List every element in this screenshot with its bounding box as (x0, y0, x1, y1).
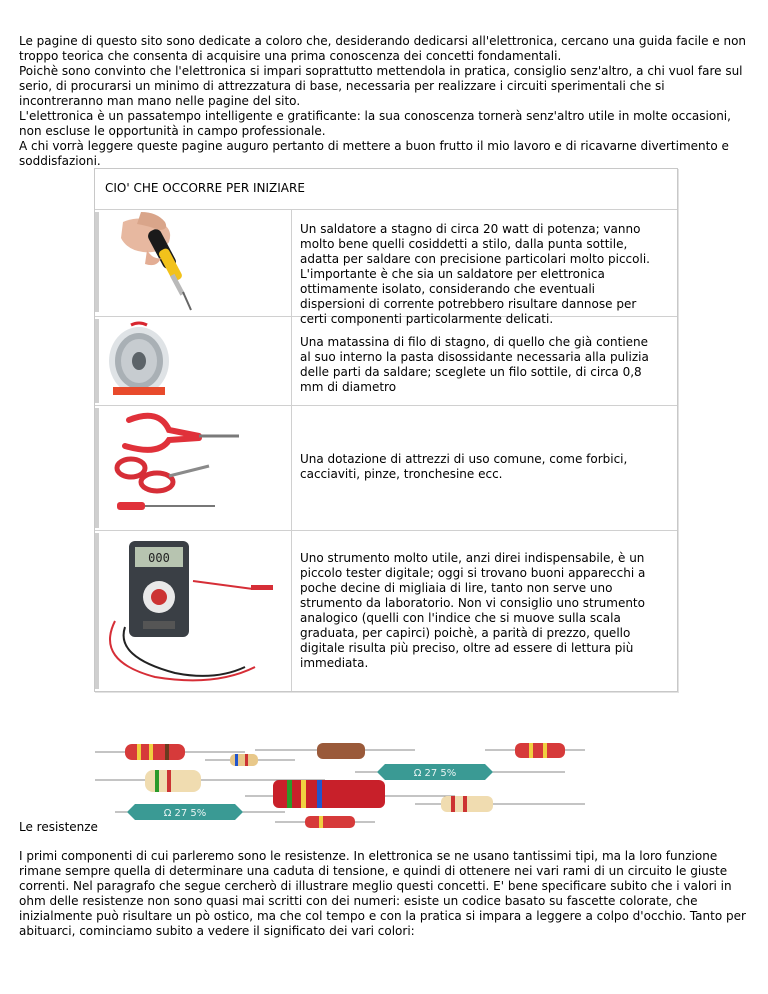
intro-text (19, 34, 749, 169)
pliers-screwdriver-icon (95, 406, 292, 530)
tool-text-solder-wire: Una matassina di filo di stagno, di quello che già contiene al suo interno la pasta disossidante necessaria alla pulizia delle parti da saldare; sceglete un filo sottile, di circa 0,8 mm di diametro (300, 335, 649, 394)
resistors-label: Le resistenze (19, 820, 98, 834)
solder-wire-spool-icon (95, 317, 292, 405)
digital-multimeter-icon (95, 531, 292, 691)
tool-row-hand-tools (95, 406, 677, 531)
soldering-iron-icon (95, 210, 292, 316)
resistors-intro (19, 849, 749, 939)
tool-row-multimeter (95, 531, 677, 691)
tool-row-soldering-iron (95, 210, 677, 326)
resistor-badge-lower: Ω 27 5% (163, 808, 207, 819)
tools-header (95, 169, 677, 210)
tools-table (94, 168, 678, 692)
intro-line-4: A chi vorrà leggere queste pagine auguro pertanto di mettere a buon frutto il mio lavoro e di ricavarne divertimento e soddisfazioni. (19, 139, 729, 168)
intro-line-3: L'elettronica è un passatempo intelligente e gratificante: la sua conoscenza tornerà senz'altro utile in molte occasioni, non escluse le opportunità in campo professionale. (19, 109, 731, 138)
resistors-paragraph: I primi componenti di cui parleremo sono le resistenze. In elettronica se ne usano tantissimi tipi, ma la loro funzione rimane sempre quella di determinare una caduta di tensione, e quindi di ottenere nei vari rami di un circuito le giuste correnti. Nel paragrafo che segue cercherò di illustrare meglio questi concetti. E' bene specificare subito che i valori in ohm delle resistenze non sono quasi mai scritti con dei numeri: esiste un codice basato su fascette colorate, che inizialmente può risultare un pò ostico, ma che col tempo e con la pratica si impara a leggere a colpo d'occhio. Tanto per abituarci, cominciamo subito a vedere il significato dei vari colori: (19, 849, 746, 938)
tool-text-soldering-iron: Un saldatore a stagno di circa 20 watt di potenza; vanno molto bene quelli cosiddetti a stilo, dalla punta sottile, adatta per saldare con precisione particolari molto piccoli. L'importante è che sia un saldatore per elettronica ottimamente isolato, considerando che eventuali dispersioni di corrente potrebbero risultare dannose per certi componenti particolarmente delicati. (300, 222, 650, 326)
tool-row-solder-wire (95, 317, 677, 406)
multimeter-display-digits: 000 (148, 551, 170, 565)
tools-heading: CIO' CHE OCCORRE PER INIZIARE (105, 181, 305, 195)
intro-line-1: Le pagine di questo sito sono dedicate a coloro che, desiderando dedicarsi all'elettronica, cercano una guida facile e non troppo teorica che consenta di acquisire una prima conoscenza dei concetti fondamentali. (19, 34, 747, 63)
resistor-badge-upper: Ω 27 5% (413, 768, 457, 779)
tool-text-multimeter: Uno strumento molto utile, anzi direi indispensabile, è un piccolo tester digitale; oggi si trovano buoni apparecchi a poche decine di migliaia di lire, tanto non serve uno strumento da laboratorio. Non vi consiglio uno strumento analogico (quelli con l'indice che si muove sulla scala graduata, per capirci) poichè, a parità di prezzo, quello digitale risulta più preciso, oltre ad essere di lettura più immediata. (300, 551, 646, 670)
resistors-image (95, 740, 595, 834)
tool-text-hand-tools: Una dotazione di attrezzi di uso comune, come forbici, cacciaviti, pinze, tronchesine ecc. (300, 452, 628, 481)
intro-line-2: Poichè sono convinto che l'elettronica si impari soprattutto mettendola in pratica, consiglio senz'altro, a chi vuol fare sul serio, di procurarsi un minimo di attrezzatura di base, necessaria per realizzare i circuiti sperimentali che si incontreranno man mano nelle pagine del sito. (19, 64, 743, 108)
